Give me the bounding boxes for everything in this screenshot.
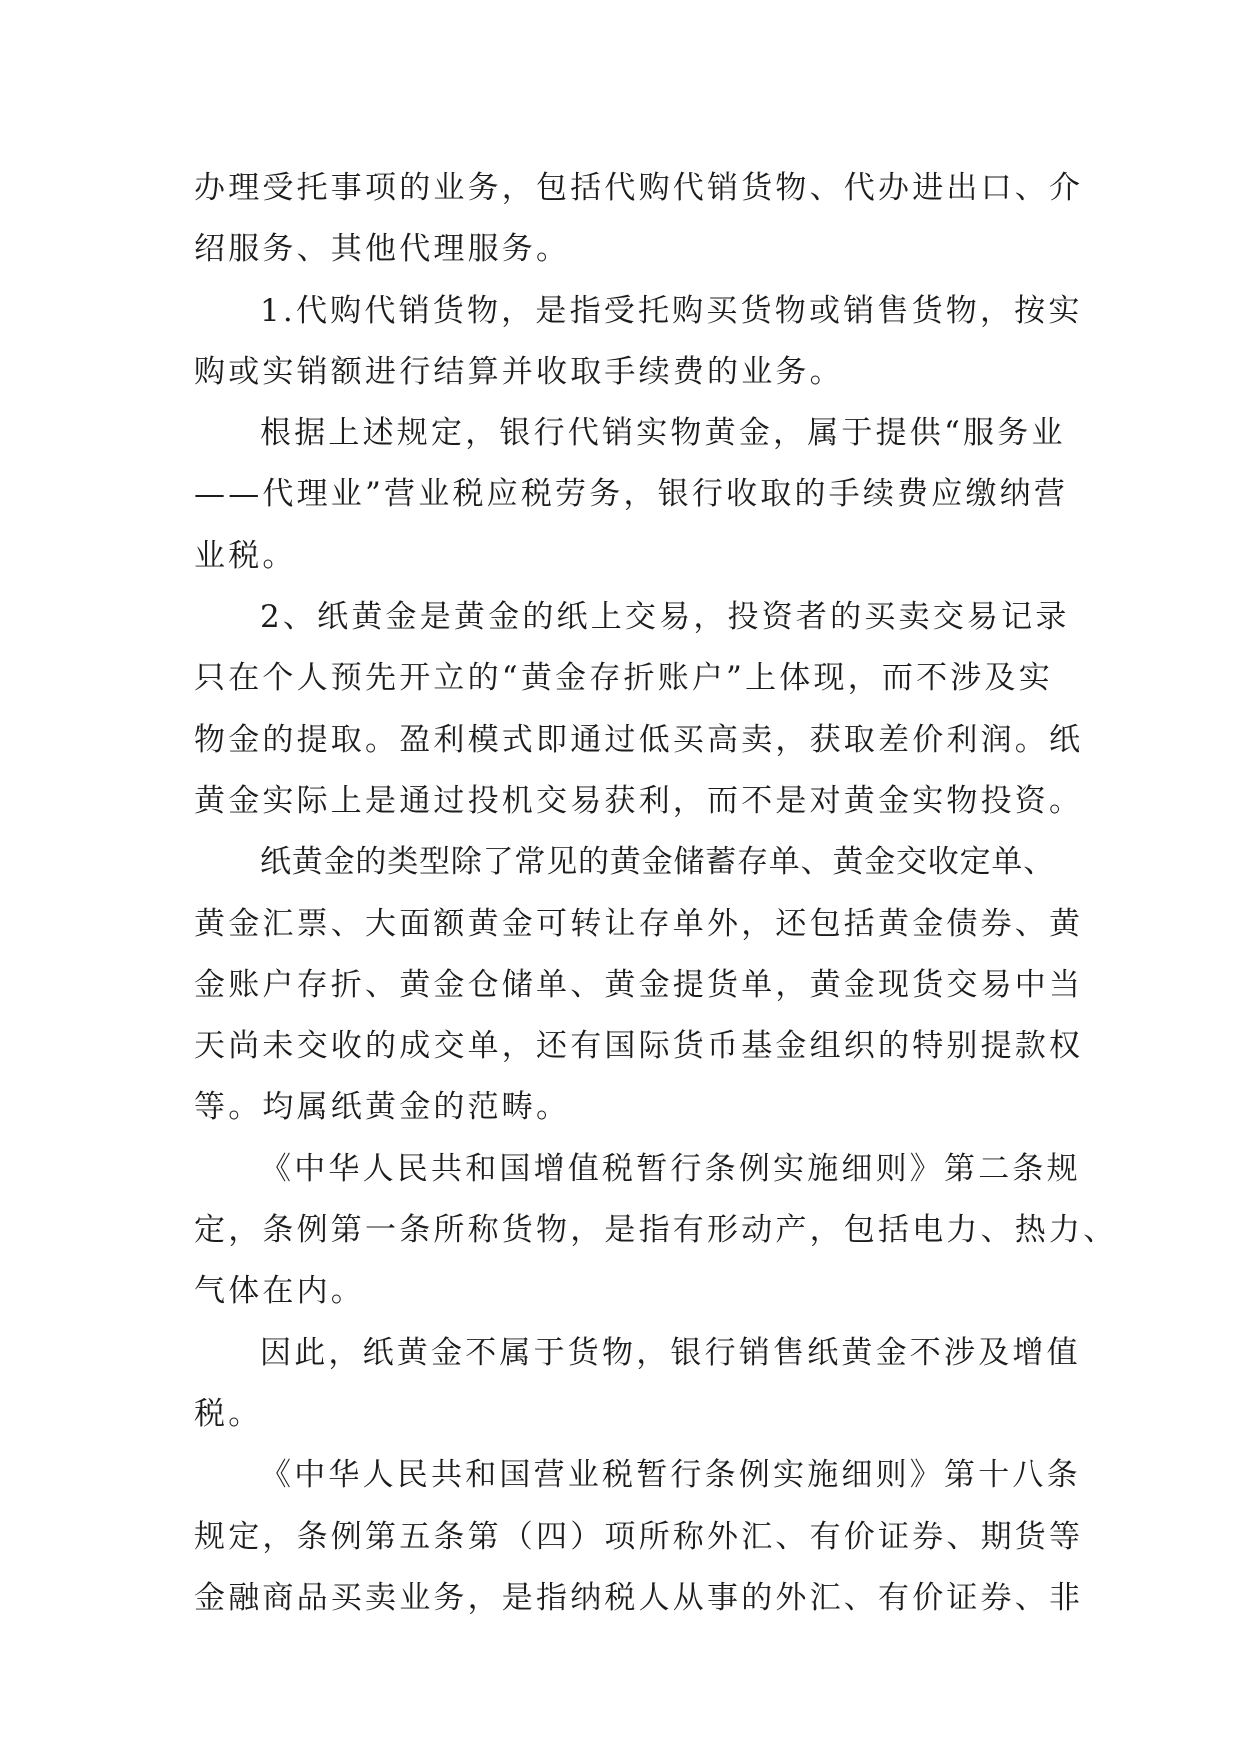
text-line: 定，条例第一条所称货物，是指有形动产，包括电力、热力、 <box>194 1212 1118 1249</box>
document-body <box>194 170 1118 1641</box>
text-line: 规定，条例第五条第（四）项所称外汇、有价证券、期货等 <box>194 1518 1084 1555</box>
text-line: 金融商品买卖业务，是指纳税人从事的外汇、有价证券、非 <box>194 1579 1084 1616</box>
text-line: 《中华人民共和国增值税暂行条例实施细则》第二条规 <box>260 1150 1081 1187</box>
paragraph-vat-rules-article-2 <box>194 1150 1118 1335</box>
text-line: 只在个人预先开立的“黄金存折账户”上体现，而不涉及实 <box>194 660 1053 697</box>
text-line: 办理受托事项的业务，包括代购代销货物、代办进出口、介 <box>194 170 1084 206</box>
text-line: 天尚未交收的成交单，还有国际货币基金组织的特别提款权 <box>194 1028 1084 1065</box>
paragraph-agency-definition <box>194 170 1084 293</box>
paragraph-paper-gold-definition <box>194 599 1084 844</box>
text-line: 业税。 <box>194 537 297 574</box>
text-line: 物金的提取。盈利模式即通过低买高卖，获取差价利润。纸 <box>194 721 1084 758</box>
text-line: 2、纸黄金是黄金的纸上交易，投资者的买卖交易记录 <box>260 599 1070 636</box>
text-line: 绍服务、其他代理服务。 <box>194 231 571 268</box>
text-line: 根据上述规定，银行代销实物黄金，属于提供“服务业 <box>260 415 1066 452</box>
text-line: 金账户存折、黄金仓储单、黄金提货单，黄金现货交易中当 <box>194 966 1084 1003</box>
paragraph-paper-gold-types <box>194 844 1084 1150</box>
text-line: 《中华人民共和国营业税暂行条例实施细则》第十八条 <box>260 1457 1081 1494</box>
text-line: 黄金实际上是通过投机交易获利，而不是对黄金实物投资。 <box>194 782 1084 819</box>
text-line: 纸黄金的类型除了常见的黄金储蓄存单、黄金交收定单、 <box>260 844 1055 881</box>
text-line: 税。 <box>194 1395 263 1432</box>
paragraph-business-tax-rules-article-18 <box>194 1457 1084 1641</box>
text-line: ——代理业”营业税应税劳务，银行收取的手续费应缴纳营 <box>194 476 1069 513</box>
text-line: 等。均属纸黄金的范畴。 <box>194 1089 571 1126</box>
text-line: 因此，纸黄金不属于货物，银行销售纸黄金不涉及增值 <box>260 1334 1081 1371</box>
text-line: 黄金汇票、大面额黄金可转让存单外，还包括黄金债券、黄 <box>194 905 1084 942</box>
paragraph-bank-gold-sales-conclusion <box>194 415 1074 599</box>
text-line: 气体在内。 <box>194 1273 365 1310</box>
paragraph-purchase-sale-agency <box>194 292 1083 416</box>
paragraph-vat-conclusion <box>194 1334 1081 1458</box>
text-line: 1.代购代销货物，是指受托购买货物或销售货物，按实 <box>260 292 1083 329</box>
text-line: 购或实销额进行结算并收取手续费的业务。 <box>194 353 844 390</box>
